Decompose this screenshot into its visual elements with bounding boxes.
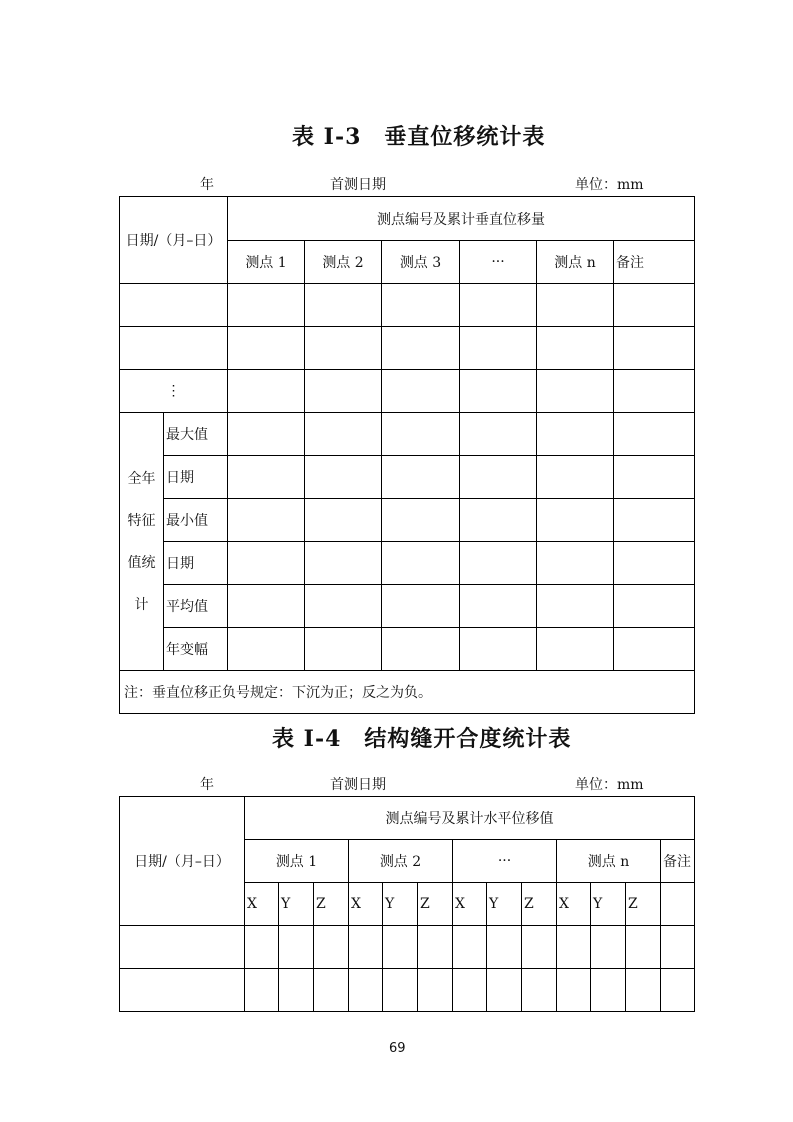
data-cell bbox=[305, 542, 382, 585]
data-cell bbox=[305, 585, 382, 628]
col-header-point-2: 测点 2 bbox=[305, 241, 382, 284]
data-cell bbox=[591, 926, 626, 969]
point-header-n: 测点 n bbox=[557, 840, 661, 883]
stat-row bbox=[120, 499, 695, 542]
group-header: 测点编号及累计水平位移值 bbox=[245, 797, 695, 840]
annual-label-line-3: 值统 bbox=[127, 554, 156, 571]
data-cell bbox=[305, 370, 382, 413]
data-cell bbox=[453, 926, 487, 969]
data-cell bbox=[537, 327, 614, 370]
data-cell bbox=[314, 969, 349, 1012]
data-cell bbox=[537, 284, 614, 327]
table-row bbox=[120, 969, 695, 1012]
axis-label-y: Y bbox=[591, 883, 626, 926]
point-header-ellipsis: ··· bbox=[453, 840, 557, 883]
data-cell bbox=[305, 327, 382, 370]
data-cell bbox=[614, 542, 695, 585]
date-header: 日期/（月–日） bbox=[120, 197, 228, 284]
data-cell bbox=[245, 969, 279, 1012]
data-cell bbox=[245, 926, 279, 969]
axis-label-y: Y bbox=[383, 883, 418, 926]
stat-row bbox=[120, 456, 695, 499]
data-cell bbox=[382, 628, 460, 671]
data-cell bbox=[537, 413, 614, 456]
axis-label-z: Z bbox=[522, 883, 557, 926]
annual-stats-label bbox=[120, 413, 164, 671]
data-cell bbox=[614, 585, 695, 628]
remark-cell bbox=[661, 883, 695, 926]
axis-label-y: Y bbox=[279, 883, 314, 926]
annual-label-line-1: 全年 bbox=[127, 470, 156, 487]
data-cell bbox=[382, 499, 460, 542]
joint-opening-table bbox=[119, 796, 695, 1012]
remark-header: 备注 bbox=[661, 840, 695, 883]
stat-row bbox=[120, 413, 695, 456]
table3-year-label: 年 bbox=[200, 177, 214, 193]
data-cell bbox=[305, 628, 382, 671]
table3-unit-label: 单位：mm bbox=[575, 177, 644, 193]
data-cell bbox=[487, 926, 522, 969]
data-cell bbox=[383, 969, 418, 1012]
data-cell bbox=[460, 456, 537, 499]
axis-label-z: Z bbox=[418, 883, 453, 926]
data-cell bbox=[382, 327, 460, 370]
data-cell bbox=[661, 926, 695, 969]
data-cell bbox=[228, 370, 305, 413]
data-cell bbox=[537, 370, 614, 413]
data-cell-date bbox=[120, 926, 245, 969]
col-header-point-n: 测点 n bbox=[537, 241, 614, 284]
stat-label-annual-range: 年变幅 bbox=[164, 628, 228, 671]
data-cell bbox=[382, 456, 460, 499]
data-cell bbox=[460, 585, 537, 628]
data-cell bbox=[537, 542, 614, 585]
data-cell-date bbox=[120, 969, 245, 1012]
data-cell bbox=[305, 456, 382, 499]
stat-label-average: 平均值 bbox=[164, 585, 228, 628]
data-cell bbox=[228, 542, 305, 585]
data-cell bbox=[382, 542, 460, 585]
data-cell bbox=[382, 284, 460, 327]
table-row bbox=[120, 327, 695, 370]
data-cell bbox=[349, 969, 383, 1012]
table-row bbox=[120, 370, 695, 413]
data-cell bbox=[382, 585, 460, 628]
data-cell bbox=[418, 926, 453, 969]
table-row bbox=[120, 284, 695, 327]
col-header-point-1: 测点 1 bbox=[228, 241, 305, 284]
data-cell bbox=[460, 413, 537, 456]
table4-year-label: 年 bbox=[200, 777, 214, 793]
data-cell bbox=[537, 628, 614, 671]
table4-first-date-label: 首测日期 bbox=[330, 777, 386, 793]
data-cell bbox=[522, 926, 557, 969]
col-header-remark: 备注 bbox=[614, 241, 695, 284]
data-cell bbox=[626, 926, 661, 969]
data-cell bbox=[591, 969, 626, 1012]
stat-label-min-date: 日期 bbox=[164, 542, 228, 585]
table3-first-date-label: 首测日期 bbox=[330, 177, 386, 193]
data-cell bbox=[460, 542, 537, 585]
table-row bbox=[120, 926, 695, 969]
stat-row bbox=[120, 628, 695, 671]
axis-label-x: X bbox=[349, 883, 383, 926]
data-cell-date bbox=[120, 327, 228, 370]
data-cell bbox=[614, 327, 695, 370]
data-cell bbox=[279, 969, 314, 1012]
axis-label-x: X bbox=[453, 883, 487, 926]
data-cell bbox=[626, 969, 661, 1012]
data-cell bbox=[349, 926, 383, 969]
sign-convention-note: 注：垂直位移正负号规定：下沉为正；反之为负。 bbox=[120, 671, 695, 714]
point-header-2: 测点 2 bbox=[349, 840, 453, 883]
col-header-point-3: 测点 3 bbox=[382, 241, 460, 284]
data-cell bbox=[460, 284, 537, 327]
data-cell bbox=[279, 926, 314, 969]
axis-label-z: Z bbox=[314, 883, 349, 926]
data-cell bbox=[383, 926, 418, 969]
date-header: 日期/（月–日） bbox=[120, 797, 245, 926]
data-cell bbox=[537, 456, 614, 499]
annual-label-line-4: 计 bbox=[134, 596, 149, 613]
data-cell bbox=[460, 327, 537, 370]
data-cell bbox=[614, 456, 695, 499]
data-cell bbox=[228, 284, 305, 327]
vertical-displacement-table bbox=[119, 196, 695, 714]
data-cell bbox=[228, 585, 305, 628]
axis-label-z: Z bbox=[626, 883, 661, 926]
table4-title: 表 I-4 结构缝开合度统计表 bbox=[272, 726, 572, 752]
data-cell bbox=[614, 370, 695, 413]
data-cell bbox=[460, 628, 537, 671]
table4-unit-label: 单位：mm bbox=[575, 777, 644, 793]
data-cell bbox=[382, 413, 460, 456]
data-cell bbox=[314, 926, 349, 969]
point-header-1: 测点 1 bbox=[245, 840, 349, 883]
data-cell bbox=[228, 456, 305, 499]
data-cell bbox=[522, 969, 557, 1012]
data-cell bbox=[537, 585, 614, 628]
axis-label-x: X bbox=[245, 883, 279, 926]
table3-title: 表 I-3 垂直位移统计表 bbox=[292, 124, 546, 150]
axis-label-x: X bbox=[557, 883, 591, 926]
page-number: 69 bbox=[389, 1041, 406, 1056]
data-cell bbox=[460, 370, 537, 413]
data-cell bbox=[228, 499, 305, 542]
col-header-ellipsis: ··· bbox=[460, 241, 537, 284]
data-cell bbox=[614, 499, 695, 542]
data-cell bbox=[460, 499, 537, 542]
data-cell bbox=[557, 969, 591, 1012]
data-cell bbox=[228, 628, 305, 671]
annual-label-line-2: 特征 bbox=[127, 512, 156, 529]
data-cell bbox=[305, 499, 382, 542]
stat-row bbox=[120, 585, 695, 628]
data-cell bbox=[382, 370, 460, 413]
data-cell bbox=[614, 628, 695, 671]
data-cell bbox=[614, 284, 695, 327]
data-cell bbox=[228, 413, 305, 456]
axis-label-y: Y bbox=[487, 883, 522, 926]
group-header: 测点编号及累计垂直位移量 bbox=[228, 197, 695, 241]
stat-label-max-date: 日期 bbox=[164, 456, 228, 499]
data-cell bbox=[487, 969, 522, 1012]
data-cell bbox=[228, 327, 305, 370]
data-cell bbox=[418, 969, 453, 1012]
data-cell bbox=[557, 926, 591, 969]
data-cell-date bbox=[120, 284, 228, 327]
data-cell bbox=[305, 413, 382, 456]
data-cell bbox=[305, 284, 382, 327]
stat-row bbox=[120, 542, 695, 585]
data-cell bbox=[453, 969, 487, 1012]
data-cell bbox=[537, 499, 614, 542]
data-cell bbox=[614, 413, 695, 456]
data-cell bbox=[661, 969, 695, 1012]
stat-label-max: 最大值 bbox=[164, 413, 228, 456]
vertical-ellipsis: ⋮ bbox=[120, 370, 228, 413]
stat-label-min: 最小值 bbox=[164, 499, 228, 542]
